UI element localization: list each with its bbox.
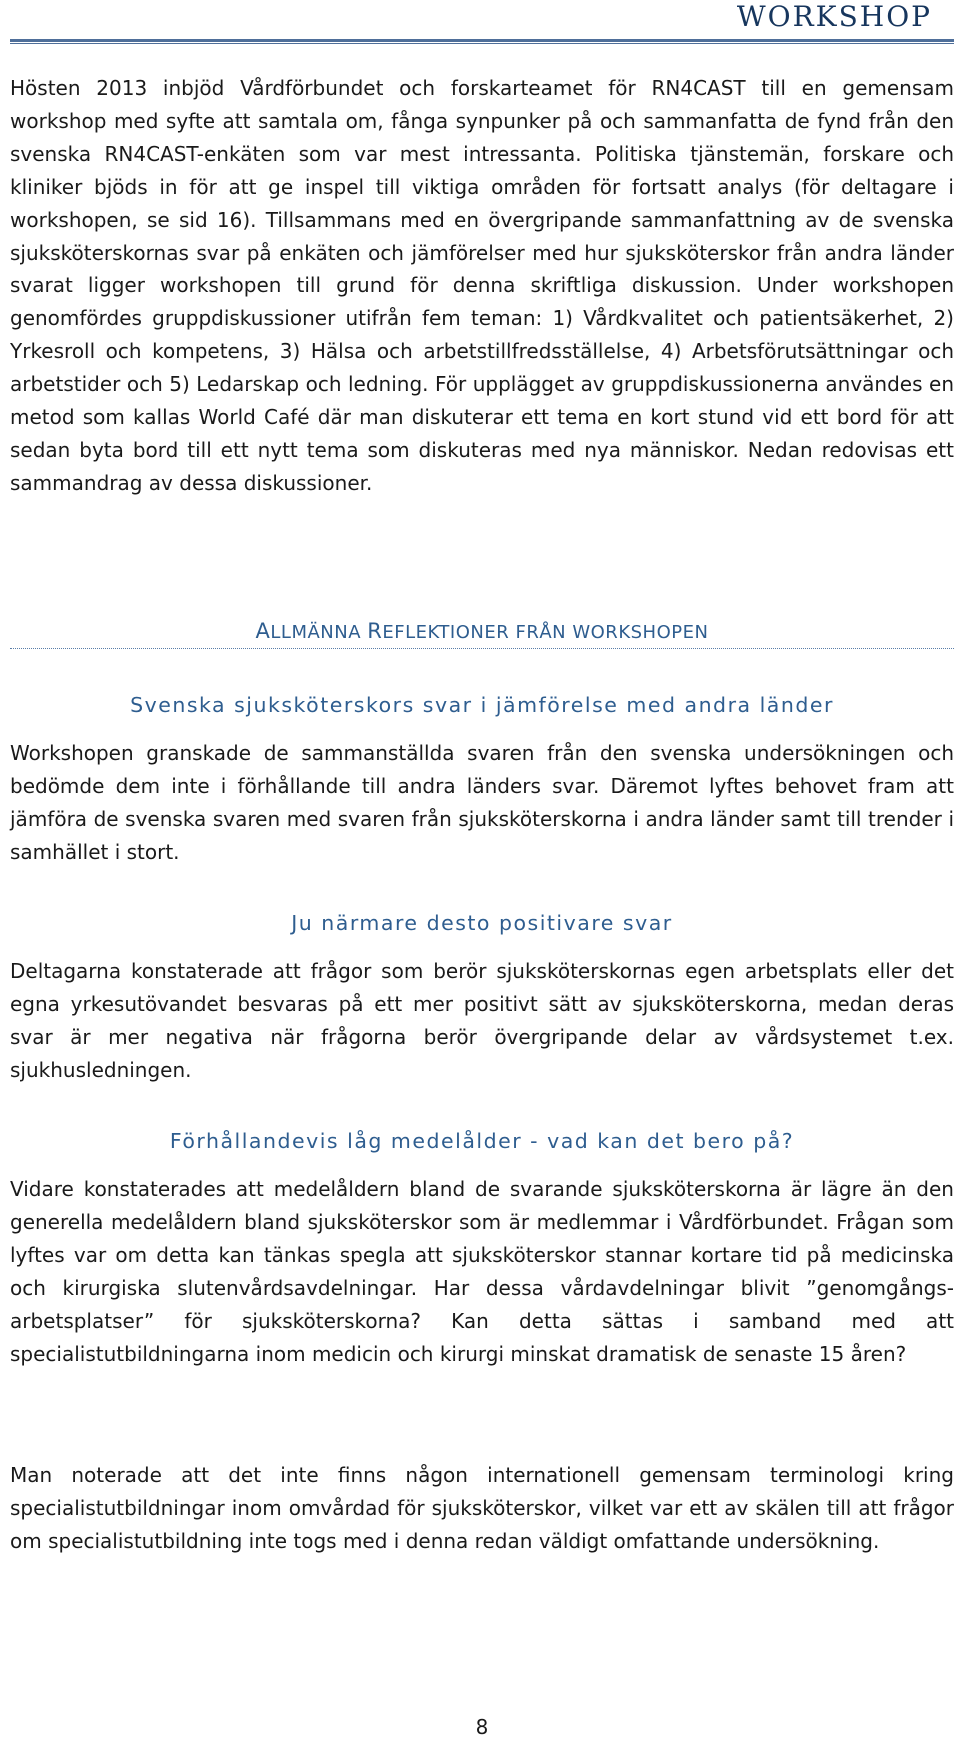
section-heading — [10, 618, 954, 646]
section-heading-word-2: EFLEKTIONER — [382, 622, 510, 643]
section-divider — [10, 648, 954, 649]
subsection-title: Svenska sjuksköterskors svar i jämförelse med andra länder — [130, 693, 834, 717]
subsection-paragraph: Workshopen granskade de sammanställda svaren från den svenska undersökningen och bedömde dem inte i förhållande till andra länders svar. Däremot lyftes behovet fram att jämföra de svenska svaren med svaren från sjuksköterskorna i andra länder samt till trender i samhället i stort. — [10, 741, 954, 864]
page-number: 8 — [475, 1715, 489, 1739]
intro-paragraph: Hösten 2013 inbjöd Vårdförbundet och forskarteamet för RN4CAST till en gemensam workshop med syfte att samtala om, fånga synpunker på och sammanfatta de fynd från den svenska RN4CAST-enkäten som var mest intressanta. Politiska tjänstemän, forskare och kliniker bjöds in för att ge inspel till viktiga områden för fortsatt analys (för deltagare i workshopen, se sid 16). Tillsammans med en övergripande sammanfattning av de svenska sjuksköterskornas svar på enkäten och jämförelser med hur sjuksköterskor från andra länder svarat ligger workshopen till grund för denna skriftliga diskussion. Under workshopen genomfördes gruppdiskussioner utifrån fem teman: 1) Vårdkvalitet och patientsäkerhet, 2) Yrkesroll och kompetens, 3) Hälsa och arbetstillfredsställelse, 4) Arbetsförutsättningar och arbetstider och 5) Ledarskap och ledning. För upplägget av gruppdiskussionerna användes en metod som kallas World Café där man diskuterar ett tema en kort stund vid ett bord för att sedan byta bord till ett nytt tema som diskuteras med nya människor. Nedan redovisas ett sammandrag av dessa diskussioner. — [10, 76, 954, 495]
subsection-title: Förhållandevis låg medelålder - vad kan det bero på? — [169, 1129, 795, 1153]
subsection-paragraph: Man noterade att det inte finns någon internationell gemensam terminologi kring specialistutbildningar inom omvårdad för sjuksköterskor, vilket var ett av skälen till att frågor om specialistutbildning inte togs med i denna redan väldigt omfattande undersökning. — [10, 1463, 954, 1553]
page-title: WORKSHOP — [736, 0, 932, 33]
section-heading-word-1: LLMÄNNA — [270, 622, 362, 643]
header-divider — [10, 39, 954, 44]
section-heading-rest: FRÅN WORKSHOPEN — [515, 622, 709, 643]
subsection-title: Ju närmare desto positivare svar — [291, 911, 673, 935]
document-page — [10, 0, 954, 1741]
section-heading-initial-1: A — [255, 619, 271, 643]
subsection-paragraph: Vidare konstaterades att medelåldern bland de svarande sjuksköterskorna är lägre än den generella medelåldern bland sjuksköterskor som är medlemmar i Vårdförbundet. Frågan som lyftes var om detta kan tänkas spegla att sjuksköterskor stannar kortare tid på medicinska och kirurgiska slutenvårdsavdelningar. Har dessa vårdavdelningar blivit ”genomgångs-arbetsplatser” för sjuksköterskorna? Kan detta sättas i samband med att specialistutbildningarna inom medicin och kirurgi minskat dramatisk de senaste 15 åren? — [10, 1177, 954, 1366]
subsection-paragraph: Deltagarna konstaterade att frågor som berör sjuksköterskornas egen arbetsplats eller det egna yrkesutövandet besvaras på ett mer positivt sätt av sjuksköterskorna, medan deras svar är mer negativa när frågorna berör övergripande delar av vårdsystemet t.ex. sjukhusledningen. — [10, 959, 954, 1082]
section-heading-initial-2: R — [367, 619, 383, 643]
